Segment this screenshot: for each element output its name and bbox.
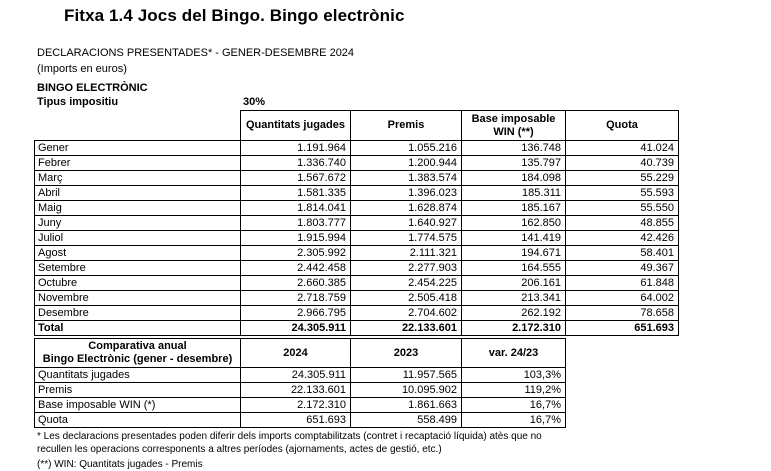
table-row [35, 201, 679, 216]
month-cell: Juny [35, 216, 241, 231]
table-row [35, 246, 679, 261]
variation: 103,3% [462, 368, 566, 383]
value-2024: 2.172.310 [241, 398, 351, 413]
total-quantitats: 24.305.911 [241, 321, 351, 336]
quota-cell: 40.739 [566, 156, 679, 171]
month-cell: Agost [35, 246, 241, 261]
quantitats-cell: 2.442.458 [241, 261, 351, 276]
variation: 16,7% [462, 413, 566, 428]
quantitats-cell: 1.567.672 [241, 171, 351, 186]
subtitle: DECLARACIONS PRESENTADES* - GENER-DESEMBRE 2024 [37, 47, 355, 59]
comparison-header-line2: Bingo Electrònic (gener - desembre) [42, 353, 233, 365]
tax-label: Tipus impositiu [37, 96, 119, 108]
footnote-2: (**) WIN: Quantitats jugades - Premis [37, 459, 203, 470]
footnote-1 [37, 430, 597, 456]
quantitats-cell: 2.966.795 [241, 306, 351, 321]
total-quota: 651.693 [566, 321, 679, 336]
comparison-label: Quantitats jugades [35, 368, 241, 383]
quantitats-cell: 2.718.759 [241, 291, 351, 306]
premis-cell: 2.277.903 [351, 261, 462, 276]
base-cell: 185.311 [462, 186, 566, 201]
quantitats-cell: 1.814.041 [241, 201, 351, 216]
table-row [35, 231, 679, 246]
header-2023: 2023 [351, 339, 462, 368]
base-cell: 194.671 [462, 246, 566, 261]
base-cell: 213.341 [462, 291, 566, 306]
month-cell: Novembre [35, 291, 241, 306]
value-2023: 10.095.902 [351, 383, 462, 398]
quota-cell: 78.658 [566, 306, 679, 321]
quota-cell: 41.024 [566, 141, 679, 156]
header-quota: Quota [566, 111, 679, 141]
base-cell: 141.419 [462, 231, 566, 246]
base-cell: 185.167 [462, 201, 566, 216]
month-cell: Febrer [35, 156, 241, 171]
header-premis: Premis [351, 111, 462, 141]
comparison-header-row [35, 339, 566, 368]
footnote-1-line1: * Les declaracions presentades poden diferir dels imports comptabilitzats (contret i recaptació líquida) atès que no [37, 431, 542, 442]
premis-cell: 2.505.418 [351, 291, 462, 306]
footnote-1-line2: recullen les operacions corresponents a altres períodes (ajornaments, actes de gestió, etc.) [37, 444, 442, 455]
quota-cell: 49.367 [566, 261, 679, 276]
quota-cell: 48.855 [566, 216, 679, 231]
base-cell: 262.192 [462, 306, 566, 321]
value-2023: 11.957.565 [351, 368, 462, 383]
declarations-table [34, 110, 679, 336]
units-note: (Imports en euros) [37, 63, 127, 75]
premis-cell: 1.774.575 [351, 231, 462, 246]
month-cell: Octubre [35, 276, 241, 291]
value-2023: 558.499 [351, 413, 462, 428]
quantitats-cell: 1.803.777 [241, 216, 351, 231]
value-2023: 1.861.663 [351, 398, 462, 413]
table-row [35, 291, 679, 306]
header-quantitats: Quantitats jugades [241, 111, 351, 141]
quota-cell: 55.550 [566, 201, 679, 216]
table-row [35, 186, 679, 201]
quantitats-cell: 1.336.740 [241, 156, 351, 171]
premis-cell: 1.383.574 [351, 171, 462, 186]
value-2024: 24.305.911 [241, 368, 351, 383]
base-cell: 162.850 [462, 216, 566, 231]
premis-cell: 2.454.225 [351, 276, 462, 291]
value-2024: 651.693 [241, 413, 351, 428]
quantitats-cell: 1.191.964 [241, 141, 351, 156]
comparison-header-line1: Comparativa anual [88, 340, 187, 352]
page-title: Fitxa 1.4 Jocs del Bingo. Bingo electrònic [64, 6, 405, 25]
value-2024: 22.133.601 [241, 383, 351, 398]
premis-cell: 1.396.023 [351, 186, 462, 201]
comparison-label: Premis [35, 383, 241, 398]
total-label: Total [35, 321, 241, 336]
base-cell: 136.748 [462, 141, 566, 156]
table-header-row [35, 111, 679, 141]
variation: 119,2% [462, 383, 566, 398]
total-premis: 22.133.601 [351, 321, 462, 336]
quota-cell: 61.848 [566, 276, 679, 291]
comparison-row [35, 383, 566, 398]
premis-cell: 1.200.944 [351, 156, 462, 171]
total-row [35, 321, 679, 336]
table-row [35, 261, 679, 276]
month-cell: Desembre [35, 306, 241, 321]
quantitats-cell: 1.581.335 [241, 186, 351, 201]
section-title: BINGO ELECTRÒNIC [37, 82, 148, 94]
quota-cell: 55.229 [566, 171, 679, 186]
base-cell: 135.797 [462, 156, 566, 171]
month-cell: Juliol [35, 231, 241, 246]
header-blank [35, 111, 241, 141]
base-cell: 206.161 [462, 276, 566, 291]
month-cell: Maig [35, 201, 241, 216]
premis-cell: 2.111.321 [351, 246, 462, 261]
quota-cell: 64.002 [566, 291, 679, 306]
comparison-label: Quota [35, 413, 241, 428]
total-base: 2.172.310 [462, 321, 566, 336]
quota-cell: 58.401 [566, 246, 679, 261]
quota-cell: 42.426 [566, 231, 679, 246]
comparison-header-label [35, 339, 241, 368]
comparison-row [35, 413, 566, 428]
quantitats-cell: 1.915.994 [241, 231, 351, 246]
quota-cell: 55.593 [566, 186, 679, 201]
table-row [35, 141, 679, 156]
tax-value: 30% [243, 96, 266, 108]
header-base: Base imposable WIN (**) [462, 111, 566, 141]
table-row [35, 171, 679, 186]
base-cell: 164.555 [462, 261, 566, 276]
table-row [35, 216, 679, 231]
month-cell: Març [35, 171, 241, 186]
table-row [35, 276, 679, 291]
comparison-row [35, 368, 566, 383]
table-row [35, 306, 679, 321]
comparison-label: Base imposable WIN (*) [35, 398, 241, 413]
month-cell: Gener [35, 141, 241, 156]
premis-cell: 1.628.874 [351, 201, 462, 216]
month-cell: Setembre [35, 261, 241, 276]
premis-cell: 1.055.216 [351, 141, 462, 156]
header-2024: 2024 [241, 339, 351, 368]
premis-cell: 1.640.927 [351, 216, 462, 231]
month-cell: Abril [35, 186, 241, 201]
comparison-row [35, 398, 566, 413]
table-row [35, 156, 679, 171]
base-cell: 184.098 [462, 171, 566, 186]
header-variation: var. 24/23 [462, 339, 566, 368]
variation: 16,7% [462, 398, 566, 413]
quantitats-cell: 2.305.992 [241, 246, 351, 261]
comparison-table [34, 338, 566, 428]
premis-cell: 2.704.602 [351, 306, 462, 321]
quantitats-cell: 2.660.385 [241, 276, 351, 291]
